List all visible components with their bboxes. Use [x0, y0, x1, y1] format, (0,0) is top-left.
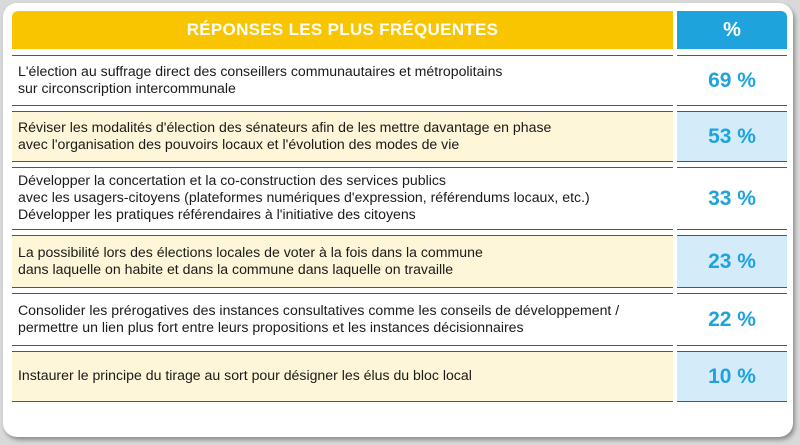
table-row	[12, 111, 787, 162]
response-text	[12, 293, 673, 346]
response-line: avec l'organisation des pouvoirs locaux et l'évolution des modes de vie	[18, 136, 460, 153]
table-row	[12, 235, 787, 288]
response-line: L'élection au suffrage direct des conseillers communautaires et métropolitains	[18, 63, 503, 80]
response-line: Réviser les modalités d'élection des sénateurs afin de les mettre davantage en phase	[18, 119, 552, 136]
table-card	[3, 3, 793, 437]
response-line: Instaurer le principe du tirage au sort pour désigner les élus du bloc local	[18, 368, 472, 384]
percent-column-header: %	[677, 11, 787, 49]
response-text	[12, 167, 673, 230]
percent-value: 23 %	[677, 235, 787, 288]
percent-value: 53 %	[677, 111, 787, 162]
table-row	[12, 55, 787, 106]
table-body	[12, 55, 787, 402]
response-line: dans laquelle on habite et dans la commune dans laquelle on travaille	[18, 261, 454, 278]
responses-column-header: RÉPONSES LES PLUS FRÉQUENTES	[12, 11, 673, 49]
percent-value: 33 %	[677, 167, 787, 230]
response-text	[12, 111, 673, 162]
response-line: Développer la concertation et la co-construction des services publics	[18, 173, 446, 189]
responses-table	[12, 11, 787, 407]
percent-value: 10 %	[677, 351, 787, 402]
percent-value: 69 %	[677, 55, 787, 106]
response-line: permettre un lien plus fort entre leurs propositions et les instances décisionnaires	[18, 319, 524, 336]
response-line: La possibilité lors des élections locales de voter à la fois dans la commune	[18, 244, 483, 261]
response-text	[12, 235, 673, 288]
response-line: avec les usagers-citoyens (plateformes numériques d'expression, référendums locaux, etc.)	[18, 190, 590, 206]
response-line: Consolider les prérogatives des instances consultatives comme les conseils de développement /	[18, 302, 620, 319]
table-row	[12, 293, 787, 346]
table-row	[12, 351, 787, 402]
response-line: Développer les pratiques référendaires à l'initiative des citoyens	[18, 207, 416, 223]
response-text	[12, 55, 673, 106]
response-text	[12, 351, 673, 402]
percent-value: 22 %	[677, 293, 787, 346]
table-row	[12, 167, 787, 230]
response-line: sur circonscription intercommunale	[18, 80, 236, 97]
table-header	[12, 11, 787, 49]
